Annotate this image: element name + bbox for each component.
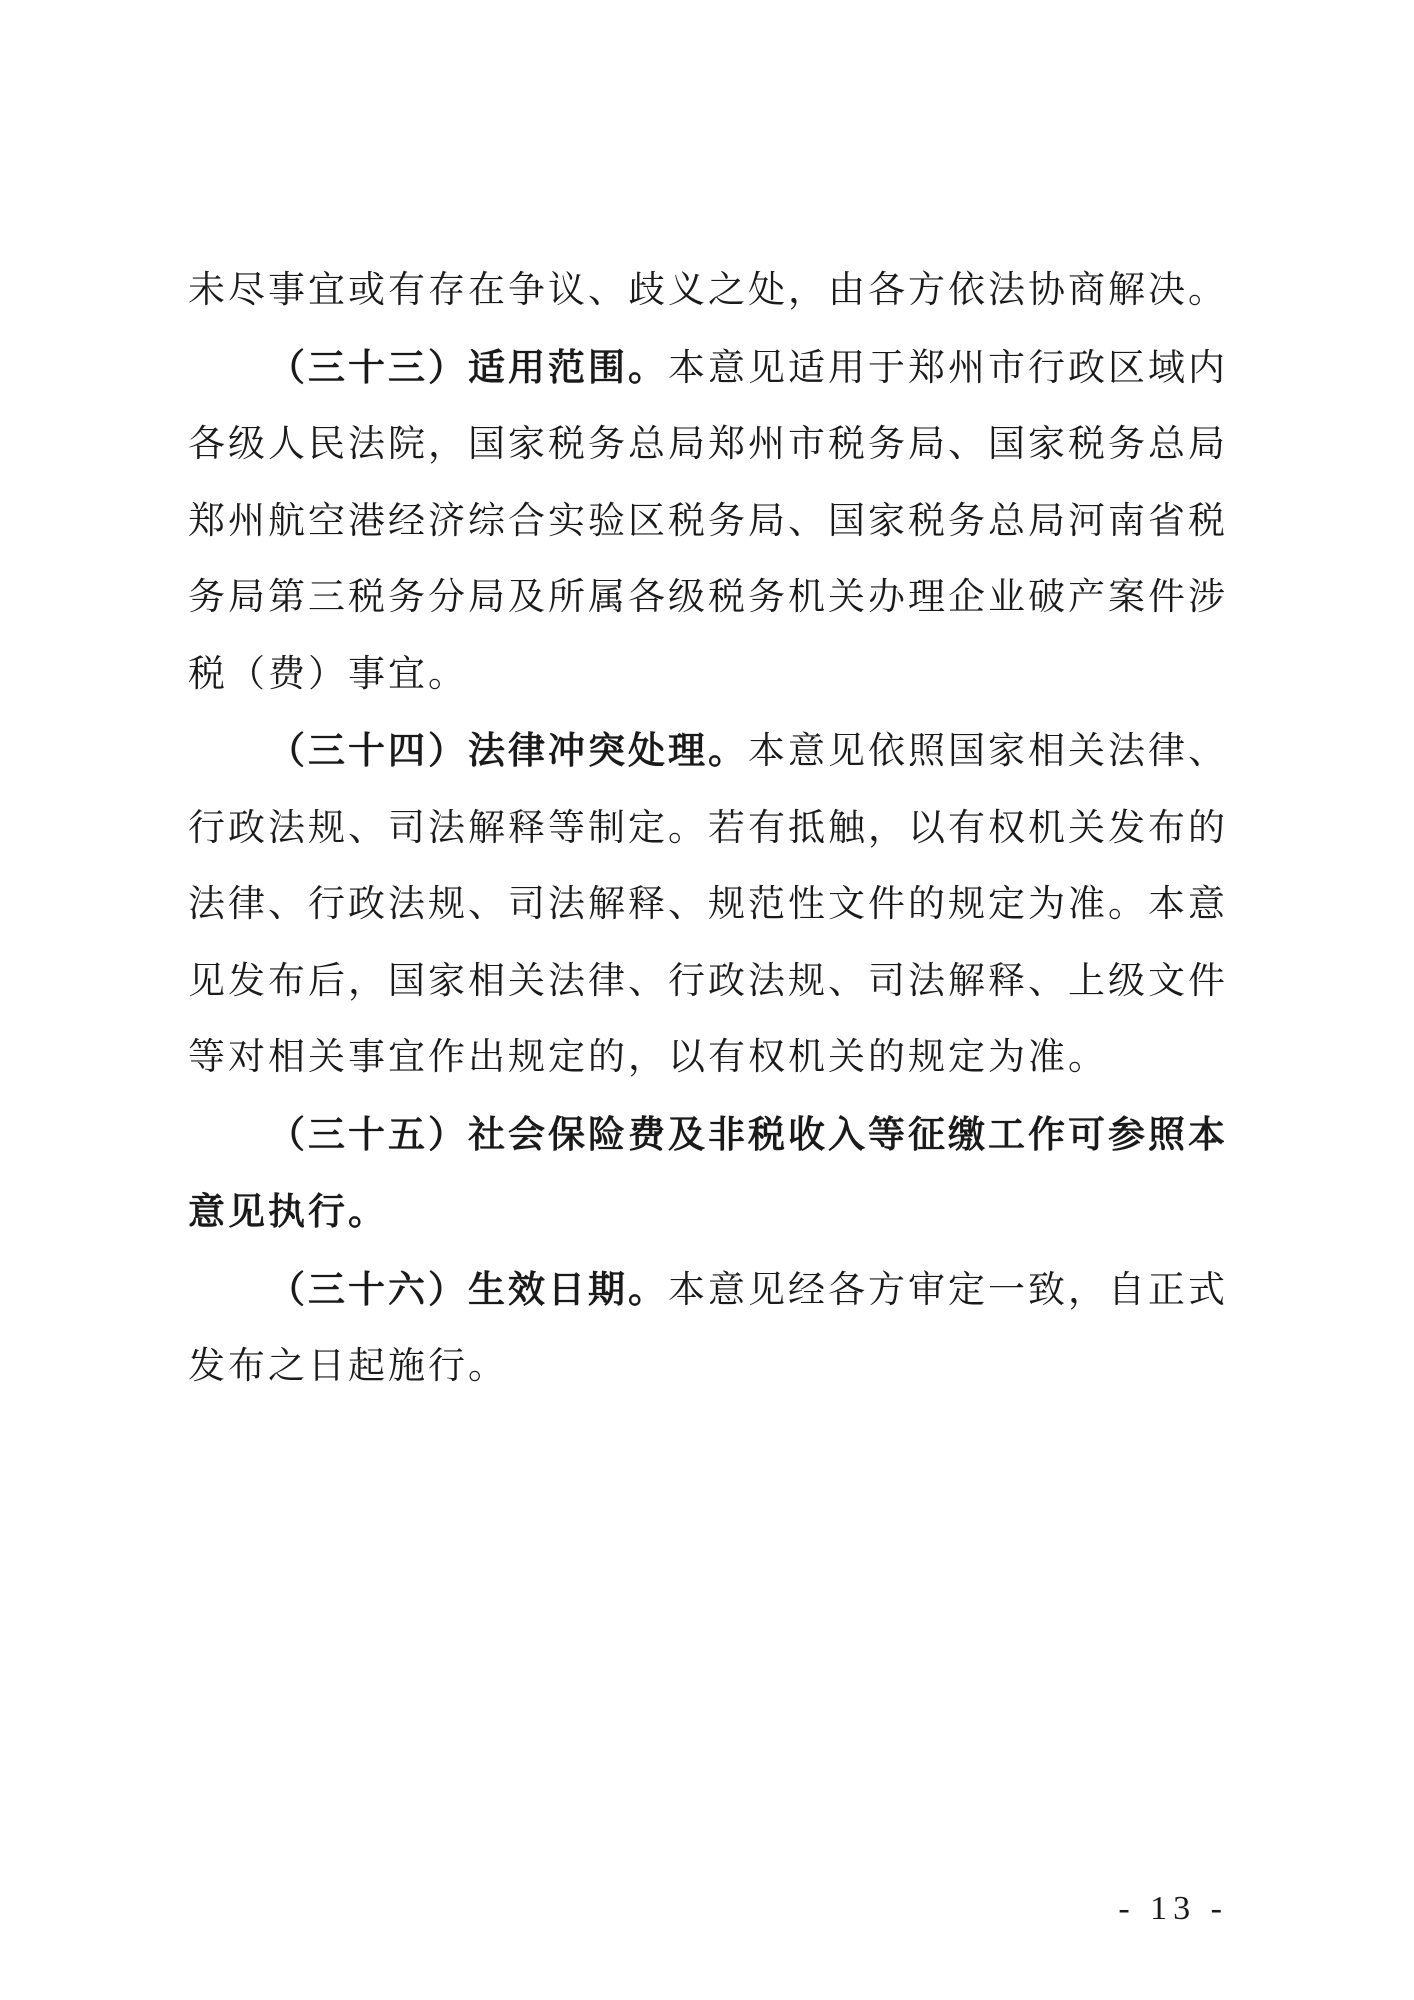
paragraph-heading: （三十三）适用范围。 [268, 344, 668, 389]
paragraph-heading: （三十四）法律冲突处理。 [268, 728, 748, 772]
paragraph-text: 未尽事宜或有存在争议、歧义之处，由各方依法协商解决。 [188, 268, 1228, 311]
paragraph-legal-conflict [188, 712, 1228, 1096]
paragraph-heading: （三十五）社会保险费及非税收入等征缴工作可参照本意见执行。 [188, 1111, 1228, 1233]
paragraph-effective-date [188, 1251, 1228, 1405]
paragraph-scope [188, 329, 1228, 713]
page-number: - 13 - [1118, 1890, 1228, 1927]
paragraph-text: 本意见经各方审定一致，自正式发布之日起施行。 [188, 1267, 1228, 1387]
paragraph-text: 本意见依照国家相关法律、行政法规、司法解释等制定。若有抵触，以有权机关发布的法律、行政法规、司法解释、规范性文件的规定为准。本意见发布后，国家相关法律、行政法规、司法解释、上级文件等对相关事宜作出规定的，以有权机关的规定为准。 [188, 729, 1228, 1078]
paragraph-text: 本意见适用于郑州市行政区域内各级人民法院，国家税务总局郑州市税务局、国家税务总局郑州航空港经济综合实验区税务局、国家税务总局河南省税务局第三税务分局及所属各级税务机关办理企业破产案件涉税（费）事宜。 [188, 345, 1228, 695]
paragraph-continuation [188, 252, 1228, 329]
paragraph-heading: （三十六）生效日期。 [268, 1266, 668, 1311]
document-body [188, 252, 1228, 1405]
paragraph-social-insurance [188, 1096, 1228, 1251]
